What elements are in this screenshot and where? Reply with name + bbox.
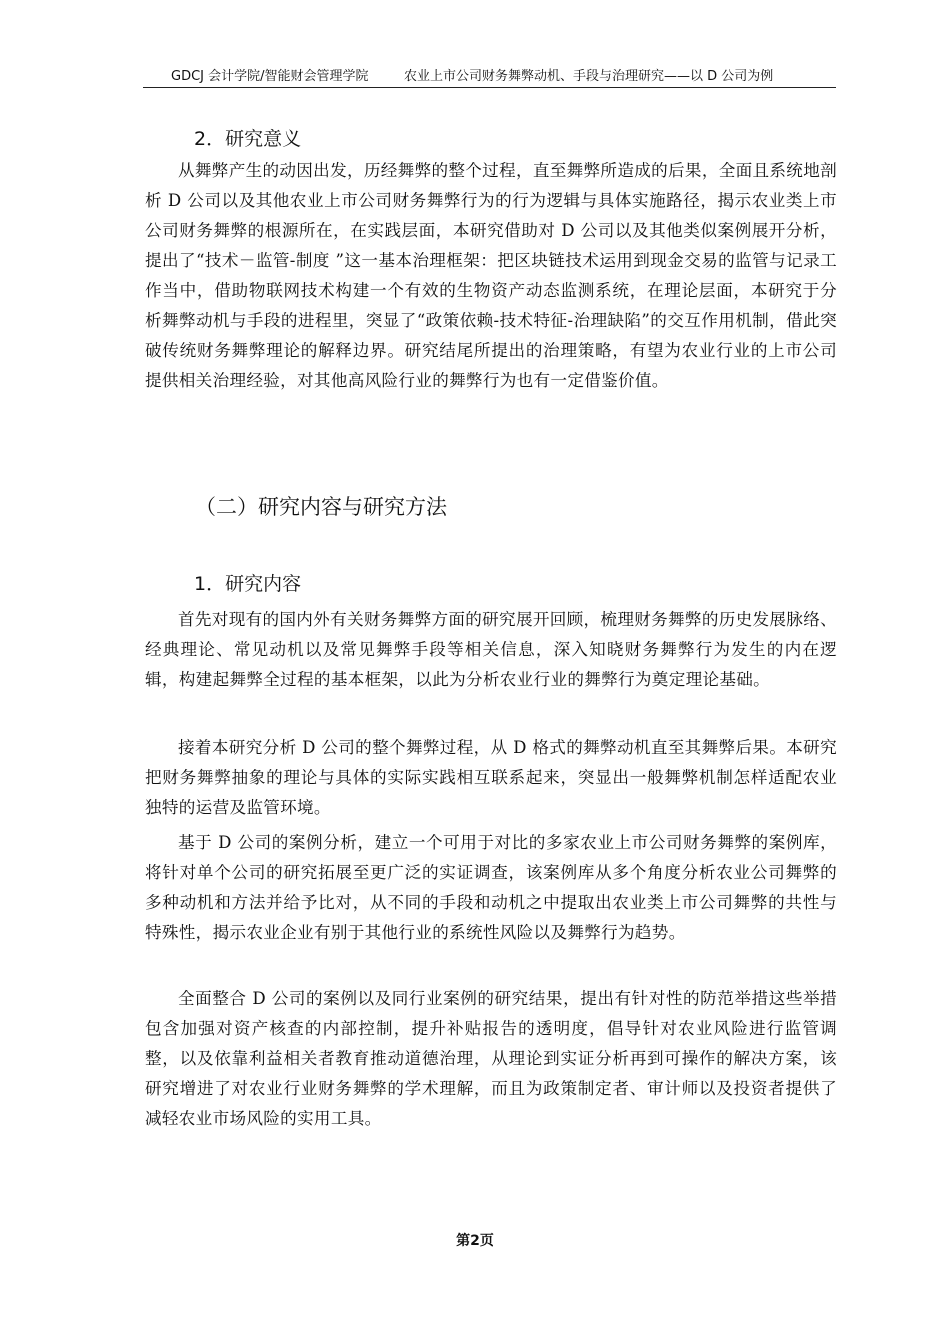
page-header xyxy=(143,68,836,86)
page-number: 第2页 xyxy=(456,1233,494,1249)
header-institution: GDCJ 会计学院/智能财会管理学院 xyxy=(171,69,369,84)
heading-research-significance: 2．研究意义 xyxy=(194,128,302,150)
paragraph-content-4: 全面整合 D 公司的案例以及同行业案例的研究结果，提出有针对性的防范举措这些举措包含加强对资产核查的内部控制，提升补贴报告的透明度，倡导针对农业风险进行监管调整，以及依靠利益相关者教育推动道德治理，从理论到实证分析再到可操作的解决方案，该研究增进了对农业行业财务舞弊的学术理解，而且为政策制定者、审计师以及投资者提供了减轻农业市场风险的实用工具。 xyxy=(145,989,837,1128)
header-paper-title: 农业上市公司财务舞弊动机、手段与治理研究——以 D 公司为例 xyxy=(404,69,774,84)
header-divider xyxy=(143,87,836,88)
paragraph-content-1: 首先对现有的国内外有关财务舞弊方面的研究展开回顾，梳理财务舞弊的历史发展脉络、经典理论、常见动机以及常见舞弊手段等相关信息，深入知晓财务舞弊行为发生的内在逻辑，构建起舞弊全过程的基本框架，以此为分析农业行业的舞弊行为奠定理论基础。 xyxy=(145,610,837,689)
paragraph-content-3: 基于 D 公司的案例分析，建立一个可用于对比的多家农业上市公司财务舞弊的案例库，将针对单个公司的研究拓展至更广泛的实证调查，该案例库从多个角度分析农业公司舞弊的多种动机和方法并给予比对，从不同的手段和动机之中提取出农业类上市公司舞弊的共性与特殊性，揭示农业企业有别于其他行业的系统性风险以及舞弊行为趋势。 xyxy=(145,833,837,942)
heading-research-content: 1．研究内容 xyxy=(194,573,302,595)
paragraph-research-significance: 从舞弊产生的动因出发，历经舞弊的整个过程，直至舞弊所造成的后果，全面且系统地剖析 D 公司以及其他农业上市公司财务舞弊行为的行为逻辑与具体实施路径，揭示农业类上市公司财务舞弊的根源所在，在实践层面，本研究借助对 D 公司以及其他类似案例展开分析，提出了“技术－监管-制度 ”这一基本治理框架：把区块链技术运用到现金交易的监管与记录工作当中，借助物联网技术构建一个有效的生物资产动态监测系统，在理论层面，本研究于分析舞弊动机与手段的进程里，突显了“政策依赖-技术特征-治理缺陷”的交互作用机制，借此突破传统财务舞弊理论的解释边界。研究结尾所提出的治理策略，有望为农业行业的上市公司提供相关治理经验，对其他高风险行业的舞弊行为也有一定借鉴价值。 xyxy=(145,161,837,390)
heading-content-and-methods: （二）研究内容与研究方法 xyxy=(195,495,447,519)
paragraph-content-2: 接着本研究分析 D 公司的整个舞弊过程，从 D 格式的舞弊动机直至其舞弊后果。本研究把财务舞弊抽象的理论与具体的实际实践相互联系起来，突显出一般舞弊机制怎样适配农业独特的运营及监管环境。 xyxy=(145,738,837,817)
